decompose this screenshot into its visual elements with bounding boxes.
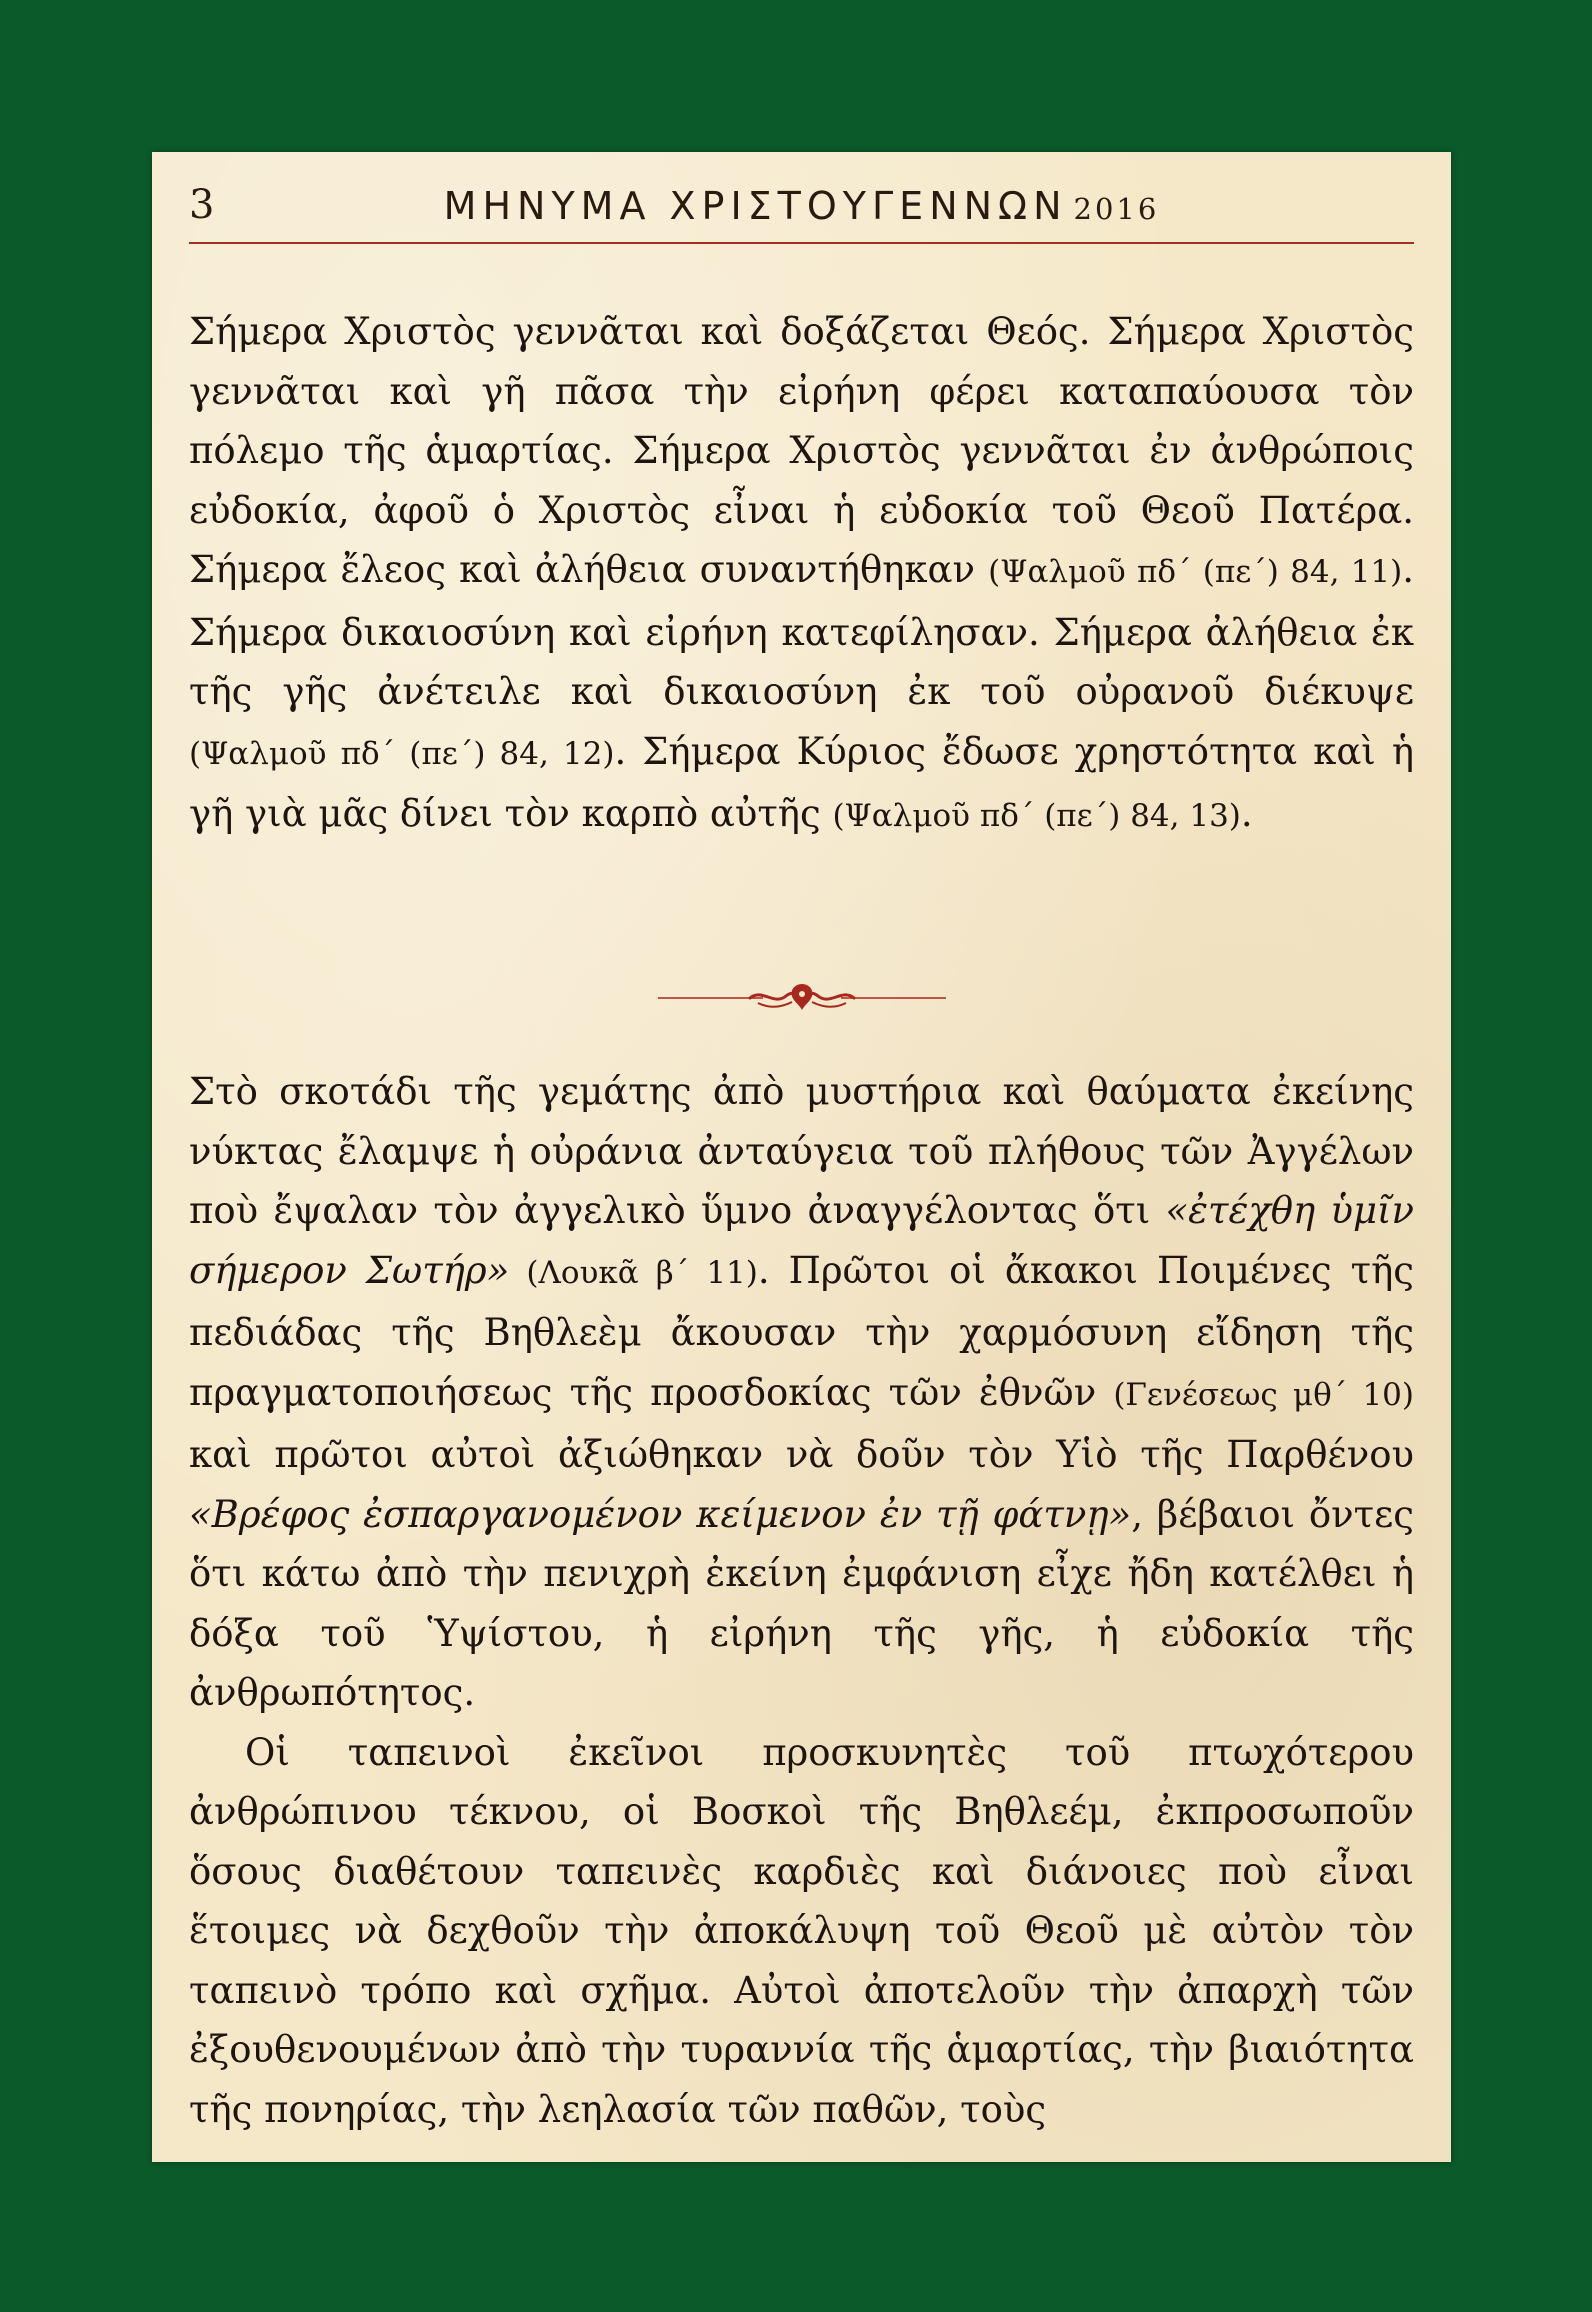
ornament-curl-left (758, 1002, 792, 1007)
paragraph (189, 1723, 1414, 2140)
book-page (152, 152, 1451, 2162)
page-number: 3 (189, 182, 215, 228)
section-1 (189, 302, 1414, 847)
scripture-reference: (Λουκᾶ β΄ 11) (509, 1254, 758, 1291)
text-run: . Σήμερα Κύριος ἔδωσε χρηστότητα καὶ ἡ γῆ γιὰ μᾶς δίνει τὸν καρπὸ αὐτῆς (189, 729, 1414, 835)
running-title-text: ΜΗΝΥΜΑ ΧΡΙΣΤΟΥΓΕΝΝΩΝ (443, 184, 1068, 228)
text-run: καὶ πρῶτοι αὐτοὶ ἀξιώθηκαν νὰ δοῦν τὸν Υἱὸ τῆς Παρθένου (189, 1433, 1414, 1476)
paragraph (189, 302, 1414, 847)
scripture-quote: «Βρέφος ἐσπαργανομένον κείμενον ἐν τῇ φάτνῃ» (189, 1492, 1132, 1536)
scripture-reference: (Ψαλμοῦ πδ΄ (πε΄) 84, 12) (189, 735, 615, 772)
ornament-curl-right (812, 1002, 846, 1007)
text-run: . Σήμερα δικαιοσύνη καὶ εἰρήνη κατεφίλησαν. Σήμερα ἀλήθεια ἐκ τῆς γῆς ἀνέτειλε καὶ δικαιοσύνη ἐκ τοῦ οὐρανοῦ διέκυψε (189, 548, 1415, 713)
text-run: Στὸ σκοτάδι τῆς γεμάτης ἀπὸ μυστήρια καὶ θαύματα ἐκείνης νύκτας ἔλαμψε ἡ οὐράνια ἀνταύγεια τοῦ πλήθους τῶν Ἀγγέλων ποὺ ἔψαλαν τὸν ἀγγελικὸ ὕμνο ἀναγγέλοντας ὅτι (189, 1070, 1414, 1232)
ornamental-divider-icon (658, 976, 946, 1020)
text-run: , βέβαιοι ὄντες ὅτι κάτω ἀπὸ τὴν πενιχρὴ ἐκείνη ἐμφάνιση εἶχε ἤδη κατέλθει ἡ δόξα τοῦ Ὑψίστου, ἡ εἰρήνη τῆς γῆς, ἡ εὐδοκία τῆς ἀνθρωπότητος. (189, 1492, 1415, 1714)
running-title (189, 184, 1414, 228)
text-run: Οἱ ταπεινοὶ ἐκεῖνοι προσκυνητὲς τοῦ πτωχότερου ἀνθρώπινου τέκνου, οἱ Βοσκοὶ τῆς Βηθλεέμ, ἐκπροσωποῦν ὅσους διαθέτουν ταπεινὲς καρδιὲς καὶ διάνοιες ποὺ εἶναι ἕτοιμες νὰ δεχθοῦν τὴν ἀποκάλυψη τοῦ Θεοῦ μὲ αὐτὸν τὸν ταπεινὸ τρόπο καὶ σχῆμα. Αὐτοὶ ἀποτελοῦν τὴν ἀπαρχὴ τῶν ἐξουθενουμένων ἀπὸ τὴν τυραννία τῆς ἁμαρτίας, τὴν βιαιότητα τῆς πονηρίας, τὴν λεηλασία τῶν παθῶν, τοὺς (189, 1730, 1414, 2131)
text-run: Σήμερα Χριστὸς γεννᾶται καὶ δοξάζεται Θεός. Σήμερα Χριστὸς γεννᾶται καὶ γῆ πᾶσα τὴν εἰρήνη φέρει καταπαύουσα τὸν πόλεμο τῆς ἁμαρτίας. Σήμερα Χριστὸς γεννᾶται ἐν ἀνθρώποις εὐδοκία, ἀφοῦ ὁ Χριστὸς εἶναι ἡ εὐδοκία τοῦ Θεοῦ Πατέρα. Σήμερα ἔλεος καὶ ἀλήθεια συναντήθηκαν (189, 310, 1414, 591)
section-2 (189, 1062, 1414, 2139)
scripture-quote: «ἐτέχθη ὑμῖν σήμερον Σωτήρ» (189, 1189, 1414, 1292)
running-header (189, 180, 1414, 244)
running-title-year: 2016 (1073, 192, 1160, 226)
paragraph (189, 1062, 1414, 1723)
ornament-center-dot (799, 991, 805, 997)
text-run: . Πρῶτοι οἱ ἄκακοι Ποιμένες τῆς πεδιάδας τῆς Βηθλεὲμ ἄκουσαν τὴν χαρμόσυνη εἴδηση τῆς πραγματοποιήσεως τῆς προσδοκίας τῶν ἐθνῶν (189, 1248, 1414, 1414)
text-run: . (1240, 792, 1253, 835)
scripture-reference: (Γενέσεως μθ΄ 10) (1113, 1376, 1414, 1413)
scripture-reference: (Ψαλμοῦ πδ΄ (πε΄) 84, 11) (988, 554, 1403, 590)
scripture-reference: (Ψαλμοῦ πδ΄ (πε΄) 84, 13) (832, 798, 1241, 834)
